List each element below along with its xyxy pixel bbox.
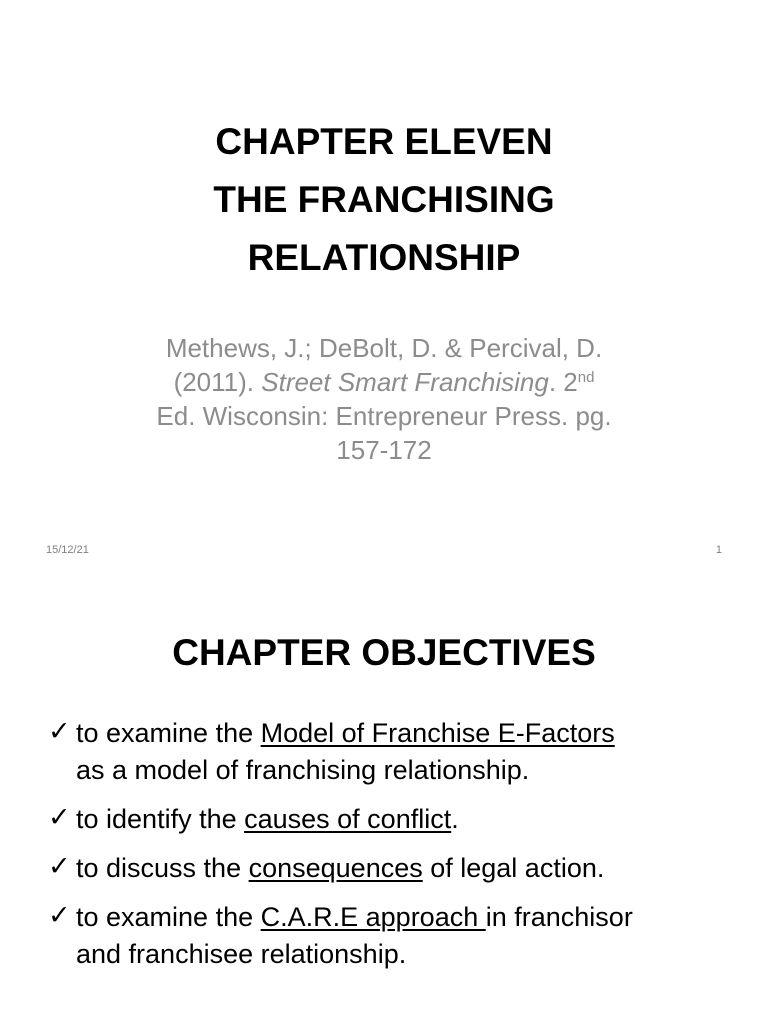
bullet-text: of legal action. — [422, 853, 605, 883]
bullet-emphasis: C.A.R.E approach — [260, 902, 486, 932]
title-line: CHAPTER ELEVEN — [215, 121, 553, 162]
bullet-text: to examine the — [76, 902, 261, 932]
bullet-emphasis: consequences — [248, 853, 423, 883]
list-item — [48, 801, 748, 838]
bullet-text: to examine the — [76, 718, 261, 748]
title-line: RELATIONSHIP — [247, 237, 521, 278]
citation-edition: . 2 — [548, 367, 578, 397]
slide-title-heading — [0, 113, 768, 287]
citation — [0, 331, 768, 467]
checkmark-icon: ✓ — [48, 802, 71, 833]
list-item — [48, 899, 748, 973]
bullet-emphasis: causes of conflict — [244, 804, 452, 834]
title-line: THE FRANCHISING — [213, 179, 555, 220]
bullet-text: in franchisor — [485, 902, 633, 932]
bullet-text: and franchisee relationship. — [76, 939, 407, 969]
footer-page-number: 1 — [715, 544, 722, 556]
objectives-list — [48, 715, 748, 985]
citation-line: Ed. Wisconsin: Entrepreneur Press. pg. — [156, 401, 612, 431]
citation-line — [0, 365, 768, 399]
bullet-text: to discuss the — [76, 853, 249, 883]
bullet-text: as a model of franchising relationship. — [76, 755, 530, 785]
list-item — [48, 850, 748, 887]
checkmark-icon: ✓ — [48, 716, 71, 747]
checkmark-icon: ✓ — [48, 851, 71, 882]
citation-line: 157-172 — [336, 435, 432, 465]
checkmark-icon: ✓ — [48, 900, 71, 931]
bullet-emphasis: Model of Franchise E-Factors — [260, 718, 615, 748]
footer-date: 15/12/21 — [46, 544, 89, 556]
citation-edition-suffix: nd — [577, 369, 595, 386]
citation-year: (2011). — [173, 367, 262, 397]
slide-objectives-heading: CHAPTER OBJECTIVES — [172, 632, 596, 673]
citation-book-title: Street Smart Franchising — [261, 367, 549, 397]
bullet-text: to identify the — [76, 804, 245, 834]
list-item — [48, 715, 748, 789]
slide-objectives — [0, 575, 768, 1024]
citation-line: Methews, J.; DeBolt, D. & Percival, D. — [165, 333, 603, 363]
bullet-text: . — [451, 804, 459, 834]
